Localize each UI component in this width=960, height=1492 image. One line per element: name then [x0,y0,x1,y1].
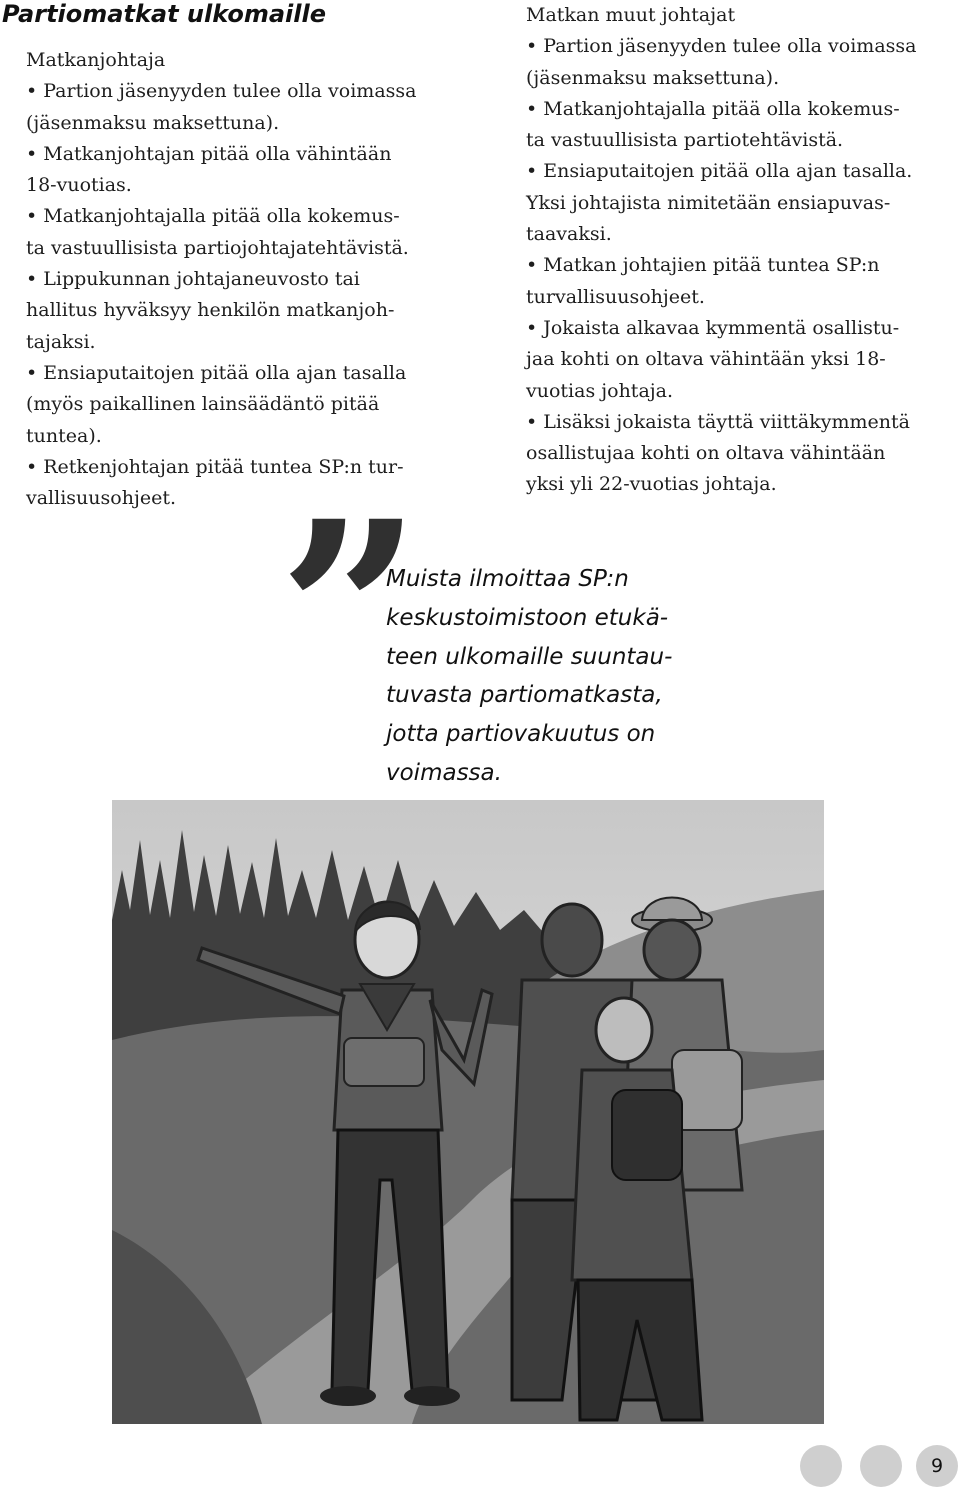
callout-text [386,560,686,793]
list-line: hallitus hyväksyy henkilön matkanjoh- [26,299,395,322]
list-line: • Ensiaputaitojen pitää olla ajan tasalla. [526,160,913,183]
list-line: • Jokaista alkavaa kymmentä osallistu- [526,316,900,339]
list-line: tajaksi. [26,330,96,353]
list-line: (jäsenmaksu maksettuna). [526,66,780,89]
callout-line: tuvasta partiomatkasta, [386,682,663,709]
list-line: • Ensiaputaitojen pitää olla ajan tasalla [26,361,407,384]
callout-line: teen ulkomaille suuntau- [386,643,673,670]
section-heading-other-leaders: Matkan muut johtajat [526,4,736,26]
list-line: • Matkanjohtajalla pitää olla kokemus- [26,205,400,228]
list-line: • Lisäksi jokaista täyttä viittäkymmentä [526,410,910,433]
list-line: Yksi johtajista nimitetään ensiapuvas- [526,191,891,214]
list-line: • Matkan johtajien pitää tuntea SP:n [526,254,880,277]
list-line: turvallisuusohjeet. [526,285,705,308]
decorative-dot [860,1445,902,1487]
decorative-dot [800,1445,842,1487]
list-line: jaa kohti on oltava vähintään yksi 18- [526,348,886,371]
list-line: 18-vuotias. [26,174,132,197]
list-line: osallistujaa kohti on oltava vähintään [526,442,886,465]
other-leaders-requirements [526,0,948,501]
callout-line: voimassa. [386,759,502,786]
callout-line: Muista ilmoittaa SP:n [386,566,629,592]
callout-line: keskustoimistoon etukä- [386,604,669,631]
list-line: ta vastuullisista partiojohtajatehtävistä. [26,236,409,259]
list-line: vuotias johtaja. [526,379,674,402]
list-line: • Matkanjohtajan pitää olla vähintään [26,142,392,165]
list-line: • Partion jäsenyyden tulee olla voimassa [26,80,417,103]
list-line: tuntea). [26,424,102,447]
section-heading-leader: Matkanjohtaja [26,49,166,71]
callout-line: jotta partiovakuutus on [386,721,656,748]
list-line: yksi yli 22-vuotias johtaja. [526,473,777,496]
list-line: taavaksi. [526,223,612,246]
list-line: (myös paikallinen lainsäädäntö pitää [26,393,380,416]
scouts-hiking-illustration [112,800,824,1424]
leader-requirements [26,45,456,514]
quote-mark-icon: ” [278,466,388,760]
list-line: ta vastuullisista partiotehtävistä. [526,129,844,152]
list-line: vallisuusohjeet. [26,487,176,510]
list-line: • Retkenjohtajan pitää tuntea SP:n tur- [26,455,404,478]
list-line: (jäsenmaksu maksettuna). [26,111,280,134]
list-line: • Partion jäsenyyden tulee olla voimassa [526,35,917,58]
list-line: • Lippukunnan johtajaneuvosto tai [26,268,360,291]
list-line: • Matkanjohtajalla pitää olla kokemus- [526,97,900,120]
page-title: Partiomatkat ulkomaille [2,0,326,28]
page-number: 9 [916,1445,958,1487]
